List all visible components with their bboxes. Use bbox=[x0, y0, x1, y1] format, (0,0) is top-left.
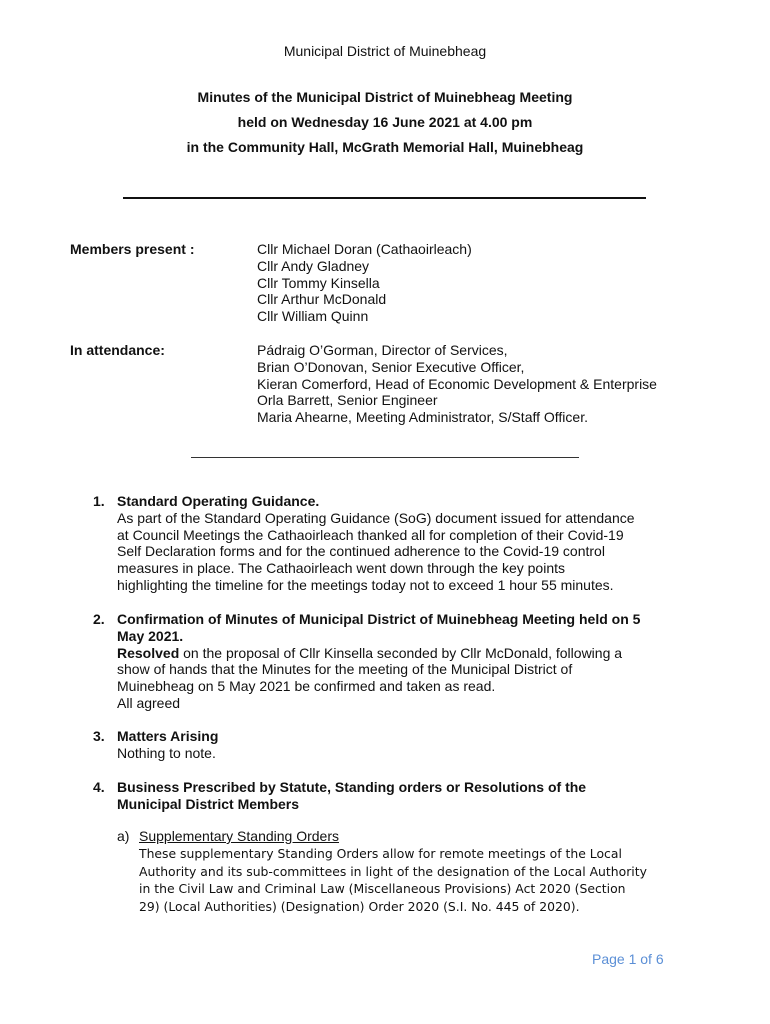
item-text-line: Nothing to note. bbox=[117, 744, 216, 761]
item-text-line: at Council Meetings the Cathaoirleach thanked all for completion of their Covid-19 bbox=[117, 526, 624, 543]
item-text-line: measures in place. The Cathaoirleach went down through the key points bbox=[117, 560, 566, 577]
title-line-3: in the Community Hall, McGrath Memorial Hall, Muinebheag bbox=[186, 139, 584, 155]
item-heading: Standard Operating Guidance. bbox=[117, 493, 320, 509]
resolution-text: on the proposal of Cllr Kinsella seconded by Cllr McDonald, following a bbox=[179, 644, 623, 661]
sub-item-letter: a) bbox=[117, 828, 130, 844]
resolution-line bbox=[117, 645, 720, 662]
title-divider bbox=[123, 197, 646, 199]
section-divider bbox=[191, 457, 579, 458]
attendee-name: Kieran Comerford, Head of Economic Development & Enterprise bbox=[257, 375, 657, 392]
members-present-list bbox=[257, 241, 472, 325]
in-attendance-label: In attendance: bbox=[70, 342, 165, 358]
sub-item-a bbox=[117, 828, 717, 915]
item-heading: Business Prescribed by Statute, Standing orders or Resolutions of the bbox=[117, 779, 587, 795]
item-text-line: As part of the Standard Operating Guidance (SoG) document issued for attendance bbox=[117, 509, 635, 526]
member-name: Cllr Andy Gladney bbox=[257, 257, 370, 274]
member-name: Cllr Tommy Kinsella bbox=[257, 274, 380, 291]
member-name: Cllr Michael Doran (Cathaoirleach) bbox=[257, 241, 472, 257]
item-number: 4. bbox=[93, 779, 105, 795]
item-heading: Municipal District Members bbox=[117, 795, 300, 812]
agenda-item-1 bbox=[80, 493, 720, 594]
item-number: 3. bbox=[93, 728, 105, 744]
district-header: Municipal District of Muinebheag bbox=[283, 43, 487, 59]
item-text-line: highlighting the timeline for the meetings today not to exceed 1 hour 55 minutes. bbox=[117, 576, 614, 593]
page-number: Page 1 of 6 bbox=[592, 951, 664, 967]
member-name: Cllr William Quinn bbox=[257, 308, 369, 325]
agenda-item-4 bbox=[80, 779, 720, 813]
item-heading: May 2021. bbox=[117, 627, 184, 644]
agenda-item-2 bbox=[80, 611, 720, 712]
sub-item-text-line: in the Civil Law and Criminal Law (Miscellaneous Provisions) Act 2020 (Section bbox=[139, 881, 626, 896]
sub-item-text-line: Authority and its sub-committees in light of the designation of the Local Authority bbox=[139, 863, 647, 879]
title-line-1: Minutes of the Municipal District of Muinebheag Meeting bbox=[197, 89, 573, 105]
attendee-name: Brian O’Donovan, Senior Executive Officer, bbox=[257, 358, 525, 375]
item-text-line: All agreed bbox=[117, 694, 181, 711]
attendee-name: Maria Ahearne, Meeting Administrator, S/Staff Officer. bbox=[257, 409, 588, 426]
item-number: 2. bbox=[93, 611, 105, 627]
attendee-name: Orla Barrett, Senior Engineer bbox=[257, 392, 438, 409]
in-attendance-list bbox=[257, 342, 657, 426]
item-text-line: show of hands that the Minutes for the meeting of the Municipal District of bbox=[117, 661, 573, 678]
item-number: 1. bbox=[93, 493, 105, 509]
sub-item-text-line: These supplementary Standing Orders allow for remote meetings of the Local bbox=[139, 846, 622, 861]
item-heading: Confirmation of Minutes of Municipal District of Muinebheag Meeting held on 5 bbox=[117, 611, 641, 627]
member-name: Cllr Arthur McDonald bbox=[257, 291, 387, 308]
attendee-name: Pádraig O’Gorman, Director of Services, bbox=[257, 342, 508, 358]
item-text-line: Self Declaration forms and for the continued adherence to the Covid-19 control bbox=[117, 543, 605, 560]
resolved-label: Resolved bbox=[117, 644, 180, 661]
members-present-label: Members present : bbox=[70, 241, 195, 257]
item-heading: Matters Arising bbox=[117, 728, 219, 744]
title-line-2: held on Wednesday 16 June 2021 at 4.00 pm bbox=[237, 114, 533, 130]
sub-item-heading: Supplementary Standing Orders bbox=[139, 828, 339, 844]
item-text-line: Muinebheag on 5 May 2021 be confirmed and taken as read. bbox=[117, 678, 496, 695]
sub-item-text-line: 29) (Local Authorities) (Designation) Order 2020 (S.I. No. 445 of 2020). bbox=[139, 898, 580, 914]
agenda-item-3 bbox=[80, 728, 720, 762]
